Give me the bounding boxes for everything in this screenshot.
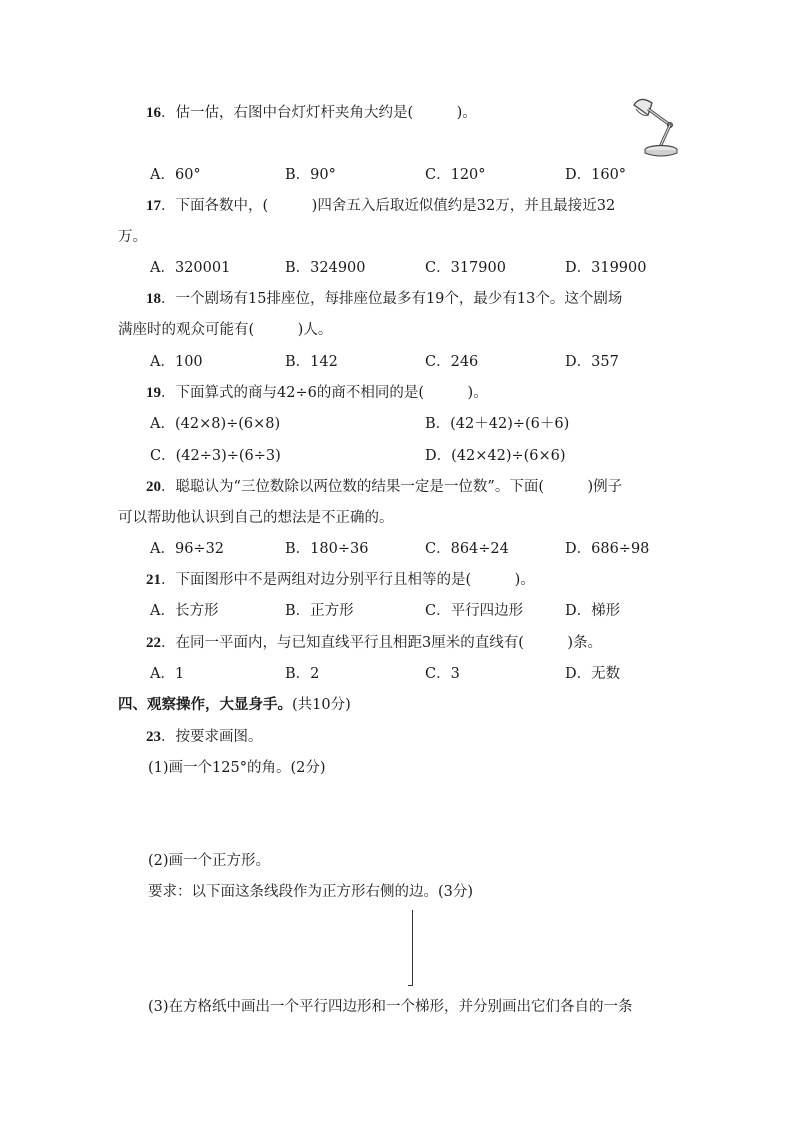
option-c: C．246 [425,354,479,370]
option-a: A．1 [150,666,185,682]
q23-part-2-requirement: 要求：以下面这条线段作为正方形右侧的边。(3分) [148,884,474,900]
option-c: C．(42÷3)÷(6÷3) [150,448,281,464]
question-18-continued: 满座时的观众可能有( )人。 [118,322,333,338]
section-title: 四、观察操作，大显身手。 [118,696,292,713]
option-a: A．96÷32 [150,541,225,557]
option-b: B．90° [285,167,336,183]
question-22 [146,633,602,653]
question-19 [146,383,488,403]
option-b: B．142 [285,354,338,370]
option-b: B．(42＋42)÷(6＋6) [425,416,570,432]
option-d: D．梯形 [565,603,621,619]
question-text: ．估一估，右图中台灯灯杆夹角大约是( )。 [161,105,477,121]
question-number: 22 [146,635,161,651]
question-17 [146,196,615,216]
option-c: C．317900 [425,260,506,276]
option-d: D．686÷98 [565,541,650,557]
q23-part-1: (1)画一个125°的角。(2分) [148,760,326,776]
option-b: B．正方形 [285,603,354,619]
question-text: ．在同一平面内，与已知直线平行且相距3厘米的直线有( )条。 [161,635,603,651]
option-a: A．(42×8)÷(6×8) [150,416,281,432]
option-c: C．平行四边形 [425,603,524,619]
question-number: 23 [146,729,161,745]
question-16 [146,103,477,123]
question-text: ．按要求画图。 [161,729,263,745]
question-number: 17 [146,198,161,214]
question-number: 21 [146,572,161,588]
question-17-continued: 万。 [118,229,147,245]
question-20 [146,477,622,497]
option-d: D．319900 [565,260,647,276]
option-b: B．2 [285,666,320,682]
question-text: ．一个剧场有15排座位，每排座位最多有19个，最少有13个。这个剧场 [161,291,623,307]
option-d: D．(42×42)÷(6×6) [425,448,566,464]
question-number: 19 [146,385,161,401]
option-b: B．324900 [285,260,366,276]
question-20-continued: 可以帮助他认识到自己的想法是不正确的。 [118,510,394,526]
option-c: C．864÷24 [425,541,509,557]
option-c: C．120° [425,167,486,183]
question-text: ．下面算式的商与42÷6的商不相同的是( )。 [161,385,488,401]
line-segment [412,910,413,986]
question-21 [146,570,535,590]
desk-lamp-image [630,95,682,157]
question-number: 20 [146,479,161,495]
question-23 [146,727,263,747]
option-d: D．357 [565,354,619,370]
option-d: D．160° [565,167,627,183]
option-b: B．180÷36 [285,541,369,557]
question-text: ．下面图形中不是两组对边分别平行且相等的是( )。 [161,572,535,588]
option-a: A．60° [150,167,201,183]
section-heading [118,695,351,715]
question-18 [146,289,622,309]
option-d: D．无数 [565,666,621,682]
q23-part-3: (3)在方格纸中画出一个平行四边形和一个梯形，并分别画出它们各自的一条 [148,999,633,1015]
question-number: 16 [146,105,161,121]
question-number: 18 [146,291,161,307]
question-text: ．下面各数中，( )四舍五入后取近似值约是32万，并且最接近32 [161,198,616,214]
q23-part-2: (2)画一个正方形。 [148,853,271,869]
option-a: A．320001 [150,260,231,276]
option-a: A．100 [150,354,203,370]
section-points: (共10分) [292,697,351,713]
option-c: C．3 [425,666,460,682]
question-text: ．聪聪认为“三位数除以两位数的结果一定是一位数”。下面( )例子 [161,479,623,495]
option-a: A．长方形 [150,603,219,619]
